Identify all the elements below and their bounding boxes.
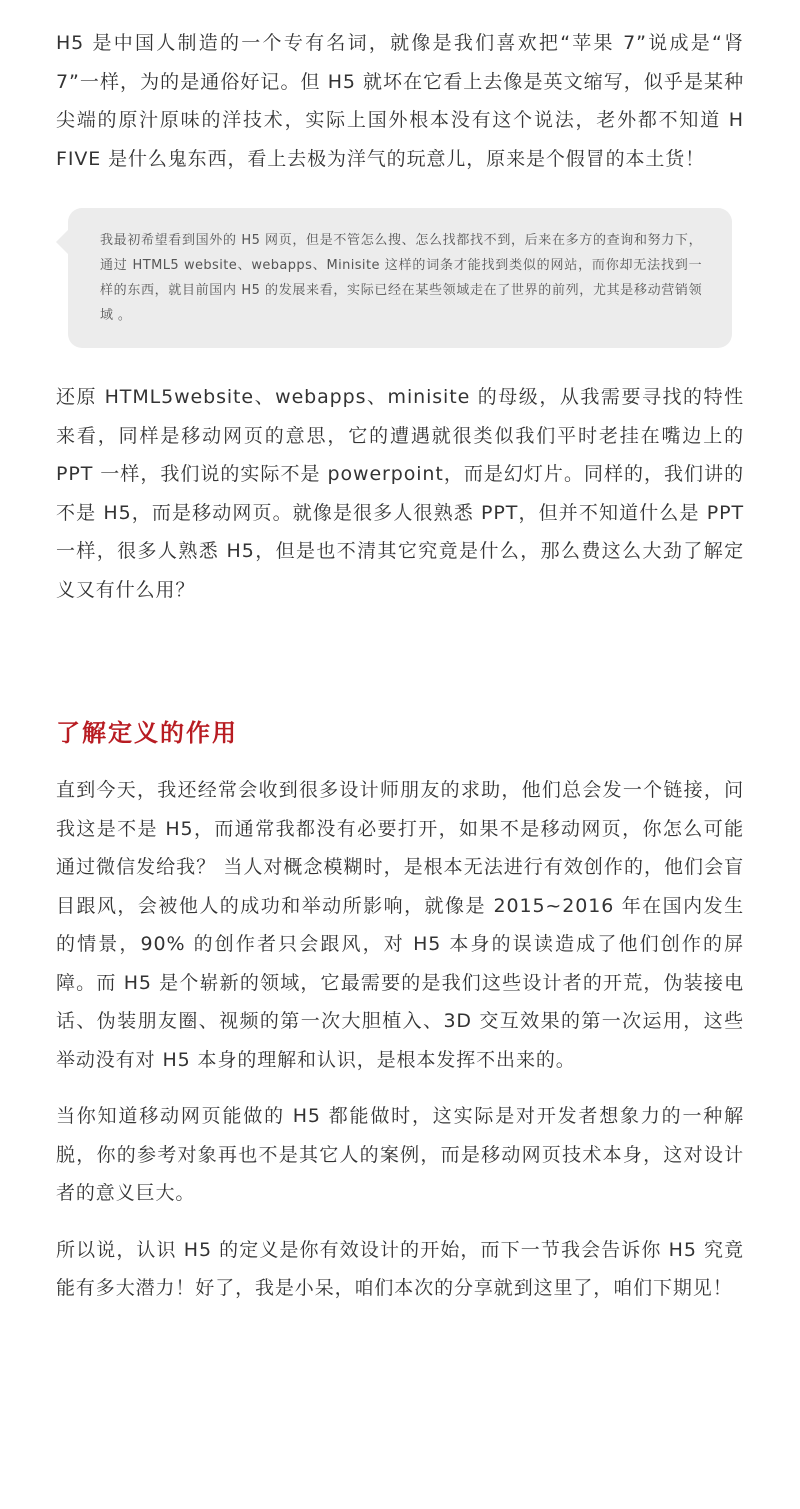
speech-tail-icon: [56, 230, 68, 254]
section-heading: 了解定义的作用: [56, 719, 238, 747]
section-paragraph-2: 当你知道移动网页能做的 H5 都能做时，这实际是对开发者想象力的一种解脱，你的参考对象再也不是其它人的案例，而是移动网页技术本身，这对设计者的意义巨大。: [56, 1105, 744, 1204]
section-paragraph-3: 所以说，认识 H5 的定义是你有效设计的开始，而下一节我会告诉你 H5 究竟能有多大潜力！好了，我是小呆，咱们本次的分享就到这里了，咱们下期见！: [56, 1238, 744, 1299]
intro-paragraph: H5 是中国人制造的一个专有名词，就像是我们喜欢把“苹果 7”说成是“肾 7”一样，为的是通俗好记。但 H5 就坏在它看上去像是英文缩写，似乎是某种尖端的原汁原味的洋技术，实际上国外根本没有这个说法，老外都不知道 H FIVE 是什么鬼东西，看上去极为洋气的玩意儿，原来是个假冒的本土货！: [56, 32, 744, 170]
section-spacer: [56, 609, 744, 713]
section-paragraph-1: 直到今天，我还经常会收到很多设计师朋友的求助，他们总会发一个链接，问我这是不是 H5，而通常我都没有必要打开，如果不是移动网页，你怎么可能通过微信发给我？ 当人对概念模糊时，是根本无法进行有效创作的，他们会盲目跟风，会被他人的成功和举动所影响，就像是 2015~2016 年在国内发生的情景，90% 的创作者只会跟风，对 H5 本身的误读造成了他们创作的屏障。而 H5 是个崭新的领域，它最需要的是我们这些设计者的开荒，伪装接电话、伪装朋友圈、视频的第一次大胆植入、3D 交互效果的第一次运用，这些举动没有对 H5 本身的理解和认识，是根本发挥不出来的。: [56, 779, 744, 1071]
paragraph-gap: [56, 1213, 744, 1231]
quote-text: 我最初希望看到国外的 H5 网页，但是不管怎么搜、怎么找都找不到，后来在多方的查询和努力下，通过 HTML5 website、webapps、Minisite 这样的词条才能找到类似的网站，而你却无法找到一样的东西，就目前国内 H5 的发展来看，实际已经在某些领域走在了世界的前列，尤其是移动营销领域 。: [100, 233, 702, 323]
quote-bubble: [68, 208, 732, 348]
paragraph-gap: [56, 1079, 744, 1097]
body-paragraph: 还原 HTML5website、webapps、minisite 的母级，从我需要寻找的特性来看，同样是移动网页的意思，它的遭遇就很类似我们平时老挂在嘴边上的 PPT 一样，我们说的实际不是 powerpoint，而是幻灯片。同样的，我们讲的不是 H5，而是移动网页。就像是很多人很熟悉 PPT，但并不知道什么是 PPT 一样，很多人熟悉 H5，但是也不清其它究竟是什么，那么费这么大劲了解定义又有什么用？: [56, 386, 744, 601]
